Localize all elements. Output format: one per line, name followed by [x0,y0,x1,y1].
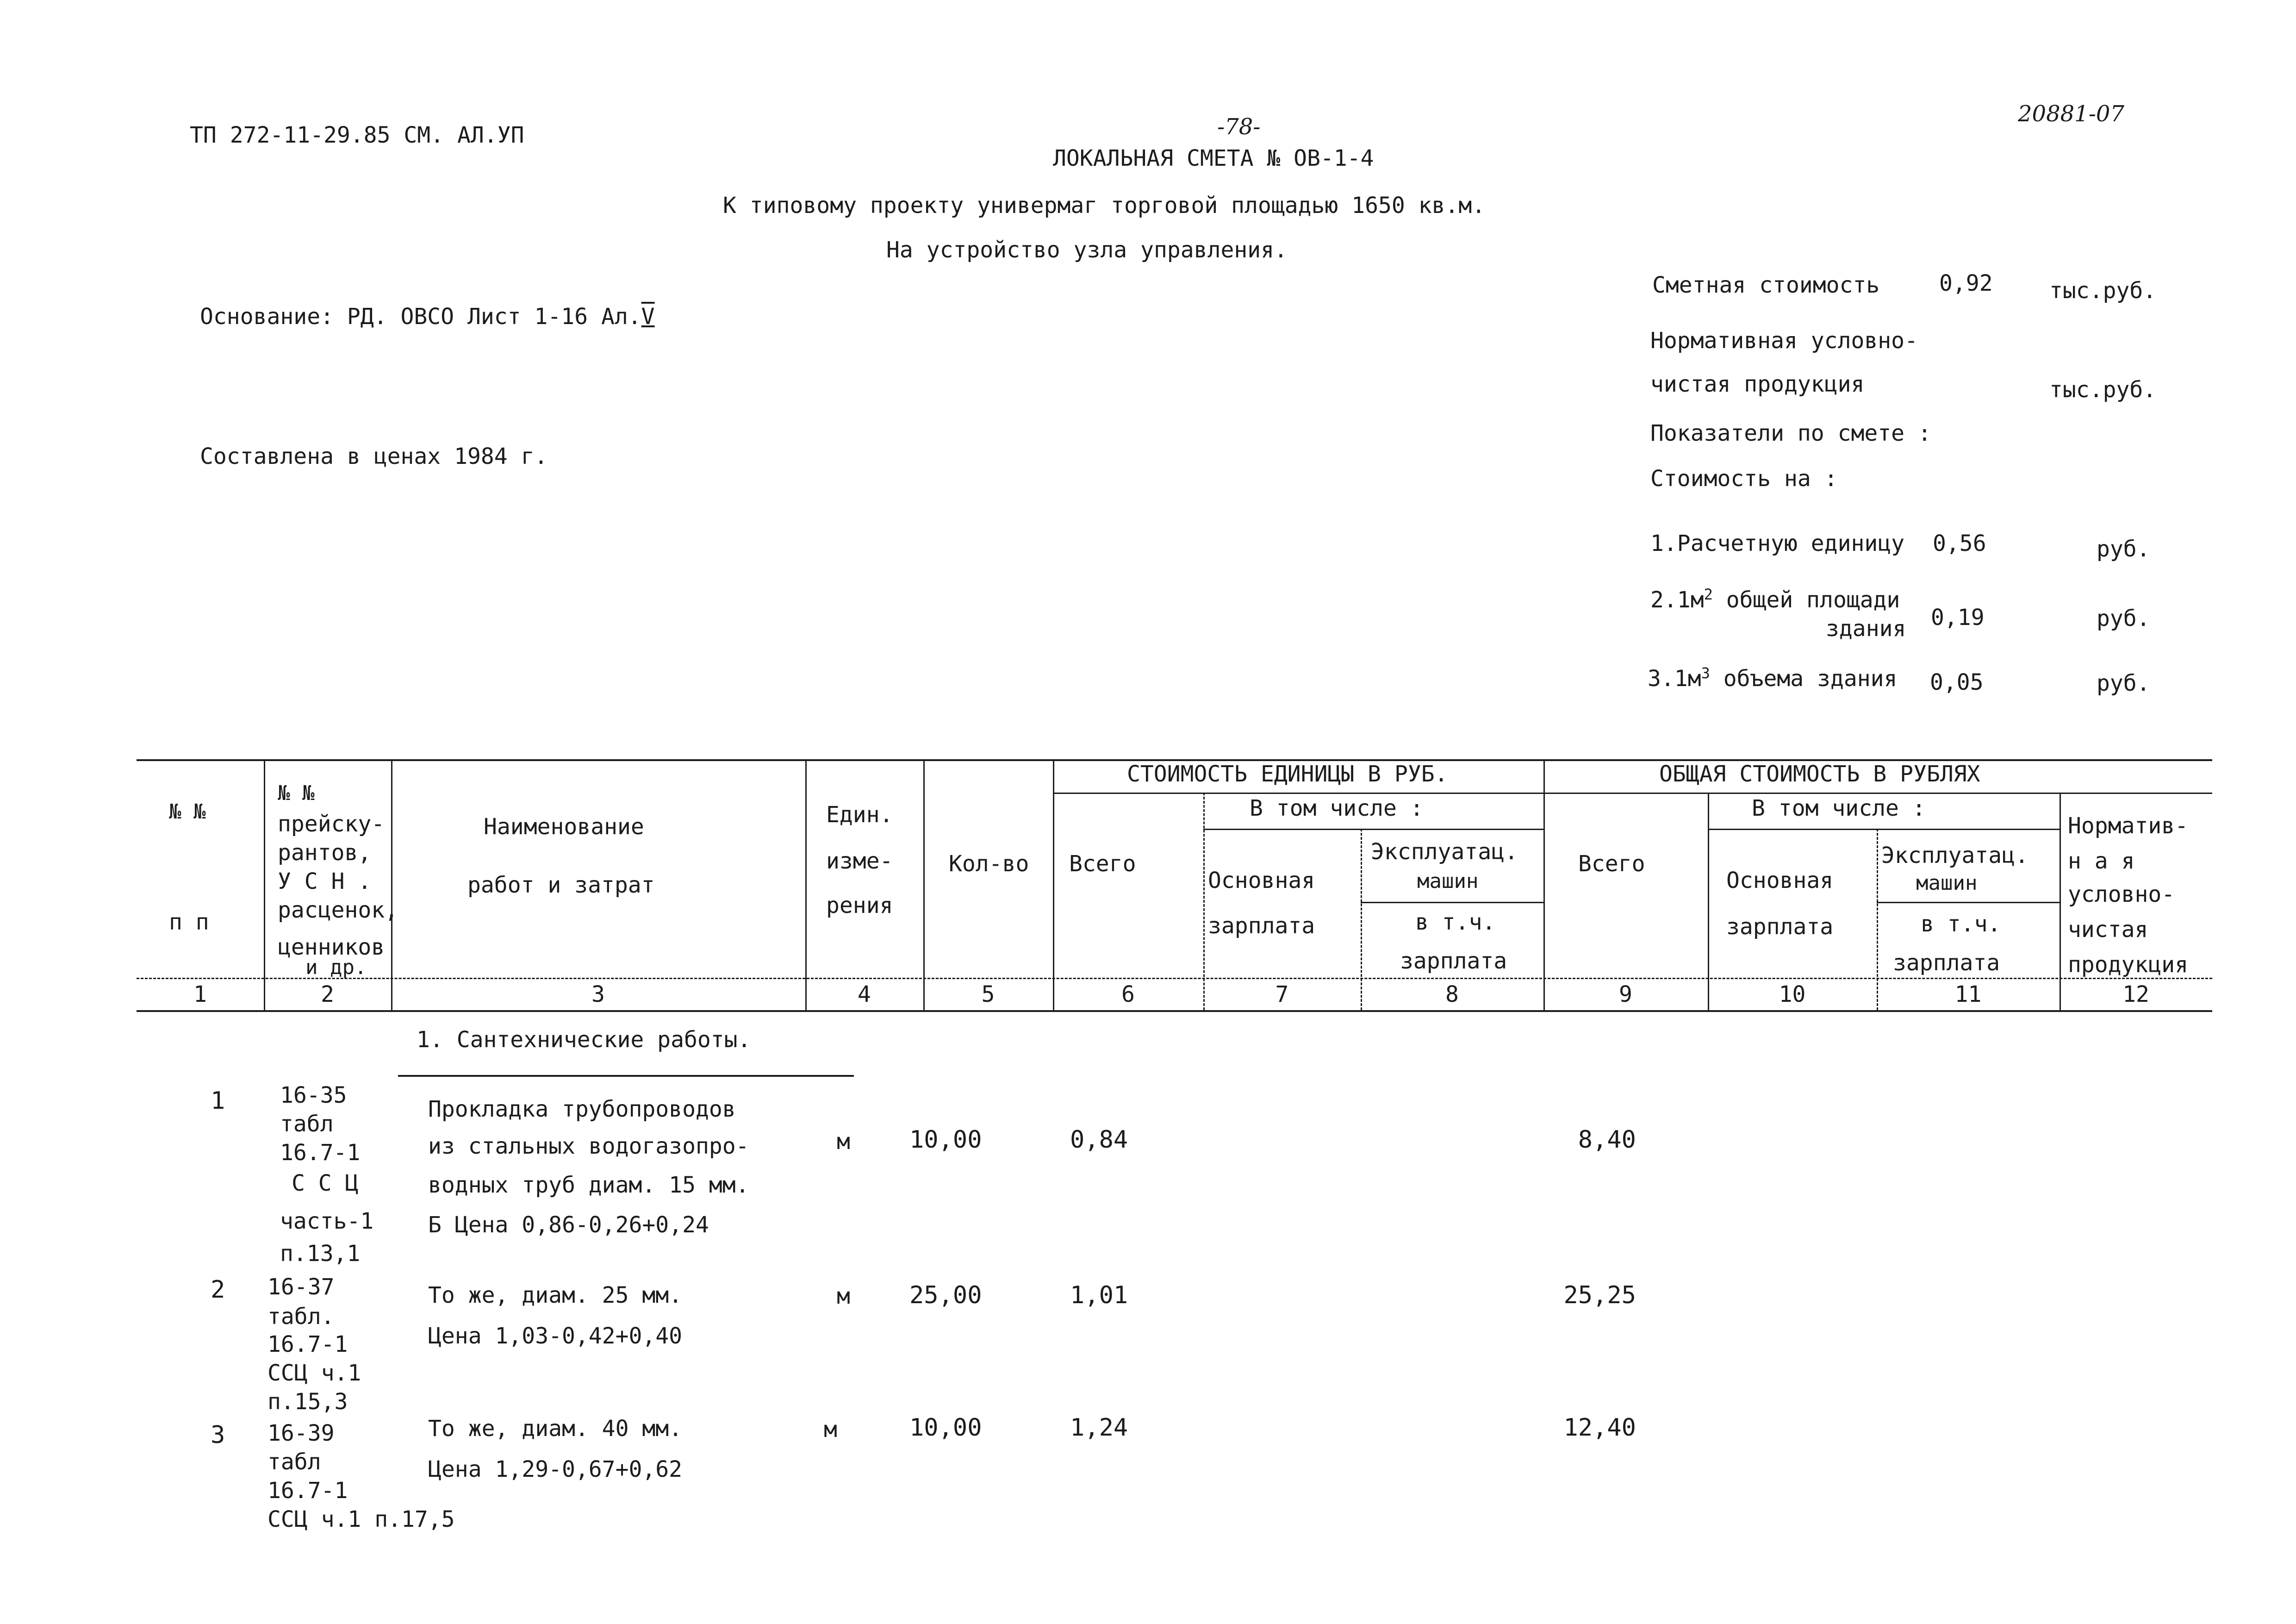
indicator-2-label-a: 2.1м [1650,587,1704,613]
col-numbers-bottom-border [137,1010,2212,1012]
total-cost-sub-border [1543,793,2212,794]
estimated-cost-label: Сметная стоимость [1652,272,1880,298]
row-ref-line: 16.7-1 [268,1478,348,1504]
header-ref-6: и др. [305,956,367,979]
document-title: ЛОКАЛЬНАЯ СМЕТА № ОВ-1-4 [1053,145,1374,171]
header-unit-2: рения [826,893,893,918]
header-unit-all: Всего [1069,851,1136,877]
document-purpose: На устройство узла управления. [886,237,1288,263]
section-underline [398,1075,854,1077]
header-total-incl: В том числе : [1752,795,1926,821]
col-line-8 [1543,759,1545,1010]
header-ref-3: У С Н . [278,868,372,894]
header-norm-2: условно- [2068,881,2175,907]
row-unit: м [824,1417,837,1443]
col-line-9 [1708,793,1709,1010]
normative-label-1: Нормативная условно- [1650,328,1918,354]
indicator-1-unit: руб. [2097,536,2150,562]
header-unit-expl-1: Эксплуатац. [1371,839,1518,865]
col-number-8: 8 [1445,981,1459,1007]
row-name-line: То же, диам. 25 мм. [428,1282,683,1308]
indicator-3-label-b: объема здания [1710,666,1898,692]
row-ref-line: часть-1 [280,1208,374,1234]
unit-incl-border [1203,829,1543,830]
row-ref-line: 16-37 [268,1274,335,1300]
row-unit: м [837,1129,850,1155]
row-name-line: из стальных водогазопро- [428,1133,749,1159]
row-ref-line: 16.7-1 [268,1331,348,1357]
price-basis: Составлена в ценах 1984 г. [200,443,548,469]
header-unit-incl-wage-1: в т.ч. [1415,909,1496,935]
col-line-6 [1203,793,1205,1010]
row-ref-line: табл [268,1449,321,1475]
row-unit-cost-total: 1,01 [1070,1281,1128,1309]
row-quantity: 10,00 [909,1414,982,1442]
basis-text: Основание: РД. ОВСО Лист 1-16 Ал. [200,304,641,330]
section-title: 1. Сантехнические работы. [417,1027,751,1053]
header-unit-0: Един. [826,802,893,828]
header-unit-cost: СТОИМОСТЬ ЕДИНИЦЫ В РУБ. [1127,761,1448,787]
row-unit-cost-total: 1,24 [1070,1414,1128,1442]
basis-roman: V [641,304,655,330]
header-ref-1: прейску- [278,811,385,837]
indicator-3-label-a: 3.1м [1648,666,1701,692]
header-ref-4: расценок, [278,897,398,923]
header-total-base-2: зарплата [1726,914,1834,940]
row-name-line: Прокладка трубопроводов [428,1096,736,1122]
header-total-incl-wage-1: в т.ч. [1921,911,2001,937]
row-ref-line: 16.7-1 [280,1140,361,1166]
header-unit-base-2: зарплата [1208,913,1315,939]
total-expl-border [1877,902,2060,903]
col-number-12: 12 [2122,981,2149,1007]
row-total-cost: 25,25 [1563,1281,1636,1309]
indicator-2-sup: 2 [1704,586,1713,603]
row-total-cost: 8,40 [1578,1126,1636,1154]
row-ref-line: ССЦ ч.1 [268,1360,361,1386]
page-number: -78- [1217,114,1261,140]
row-unit-cost-total: 0,84 [1070,1126,1128,1154]
row-name-line: То же, диам. 40 мм. [428,1416,683,1442]
row-ref-line: п.15,3 [268,1389,348,1415]
indicator-1-label: 1.Расчетную единицу [1650,531,1905,556]
header-ref-0: № № [278,781,315,805]
row-name-line: Цена 1,29-0,67+0,62 [428,1456,683,1482]
header-unit-expl-2: машин [1417,869,1479,893]
header-total-expl-2: машин [1916,871,1978,895]
header-ref-5: ценников [278,934,385,960]
row-name-line: водных труб диам. 15 мм. [428,1172,749,1198]
row-number: 1 [211,1087,225,1115]
col-number-9: 9 [1619,981,1632,1007]
col-number-6: 6 [1121,981,1135,1007]
row-name-line: Б Цена 0,86-0,26+0,24 [428,1212,709,1238]
project-code: ТП 272-11-29.85 СМ. АЛ.УП [190,122,524,148]
row-number: 3 [211,1421,225,1449]
indicator-2-unit: руб. [2097,606,2150,631]
header-qty: Кол-во [949,851,1029,877]
col-line-2 [391,759,392,1010]
row-total-cost: 12,40 [1563,1414,1636,1442]
cost-per-label: Стоимость на : [1650,466,1838,492]
row-ref-line: табл [280,1111,334,1137]
header-norm-3: чистая [2068,917,2148,943]
indicator-1-value: 0,56 [1933,531,1986,556]
indicator-2-label-b: общей площади [1712,587,1900,613]
unit-expl-border [1361,902,1543,903]
estimated-cost-unit: тыс.руб. [2049,278,2157,304]
col-line-4 [923,759,925,1010]
row-name-line: Цена 1,03-0,42+0,40 [428,1323,683,1349]
header-total-expl-1: Эксплуатац. [1881,843,2028,868]
header-unit-1: изме- [826,848,893,874]
col-line-3 [805,759,807,1010]
indicator-2-label [1650,587,1900,611]
header-bottom-border [137,978,2212,979]
header-norm-4: продукция [2068,952,2189,978]
row-ref-line: С С Ц [292,1170,359,1196]
col-number-11: 11 [1954,981,1982,1007]
indicator-2-label-c: здания [1826,616,1906,642]
header-name-1: Наименование [484,814,644,840]
header-total-cost: ОБЩАЯ СТОИМОСТЬ В РУБЛЯХ [1659,761,1980,787]
col-line-1 [264,759,265,1010]
indicator-3-unit: руб. [2097,670,2150,696]
indicator-3-value: 0,05 [1930,669,1984,695]
header-unit-incl-wage-2: зарплата [1400,948,1507,974]
total-incl-border [1708,829,2060,830]
col-number-10: 10 [1779,981,1806,1007]
unit-cost-sub-border [1053,793,1543,794]
row-ref-line: табл. [268,1304,335,1330]
estimated-cost-value: 0,92 [1939,270,1993,296]
basis-line [200,306,655,328]
header-name-2: работ и затрат [467,872,655,898]
header-total-base-1: Основная [1726,868,1834,893]
header-unit-incl: В том числе : [1250,795,1424,821]
row-ref-line: 16-39 [268,1420,335,1446]
header-norm-0: Норматив- [2068,813,2189,839]
col-number-1: 1 [193,981,207,1007]
indicator-3-sup: 3 [1701,664,1710,682]
header-total-all: Всего [1578,851,1645,877]
col-number-2: 2 [321,981,334,1007]
row-ref-line: 16-35 [280,1082,347,1108]
col-line-11 [2060,793,2061,1010]
header-ref-2: рантов, [278,840,372,866]
document-number: 20881-07 [2018,101,2124,127]
normative-label-2: чистая продукция [1650,371,1865,397]
col-line-5 [1053,759,1054,1010]
row-quantity: 25,00 [909,1281,982,1309]
indicator-2-value: 0,19 [1931,605,1985,631]
col-number-4: 4 [858,981,871,1007]
document-subtitle: К типовому проекту универмаг торговой площадью 1650 кв.м. [723,193,1486,219]
col-number-3: 3 [591,981,605,1007]
row-unit: м [837,1283,850,1309]
indicators-label: Показатели по смете : [1650,420,1931,446]
col-number-7: 7 [1275,981,1289,1007]
header-unit-base-1: Основная [1208,868,1315,893]
header-num-1: № № [169,800,206,824]
normative-unit: тыс.руб. [2049,377,2157,403]
row-quantity: 10,00 [909,1126,982,1154]
col-number-5: 5 [981,981,995,1007]
indicator-3-label [1648,666,1897,690]
header-norm-1: н а я [2068,848,2135,874]
row-ref-line: п.13,1 [280,1241,361,1267]
row-ref-line: ССЦ ч.1 п.17,5 [268,1506,455,1532]
row-number: 2 [211,1276,225,1304]
header-num-2: п п [169,909,209,935]
header-total-incl-wage-2: зарплата [1893,950,2000,976]
